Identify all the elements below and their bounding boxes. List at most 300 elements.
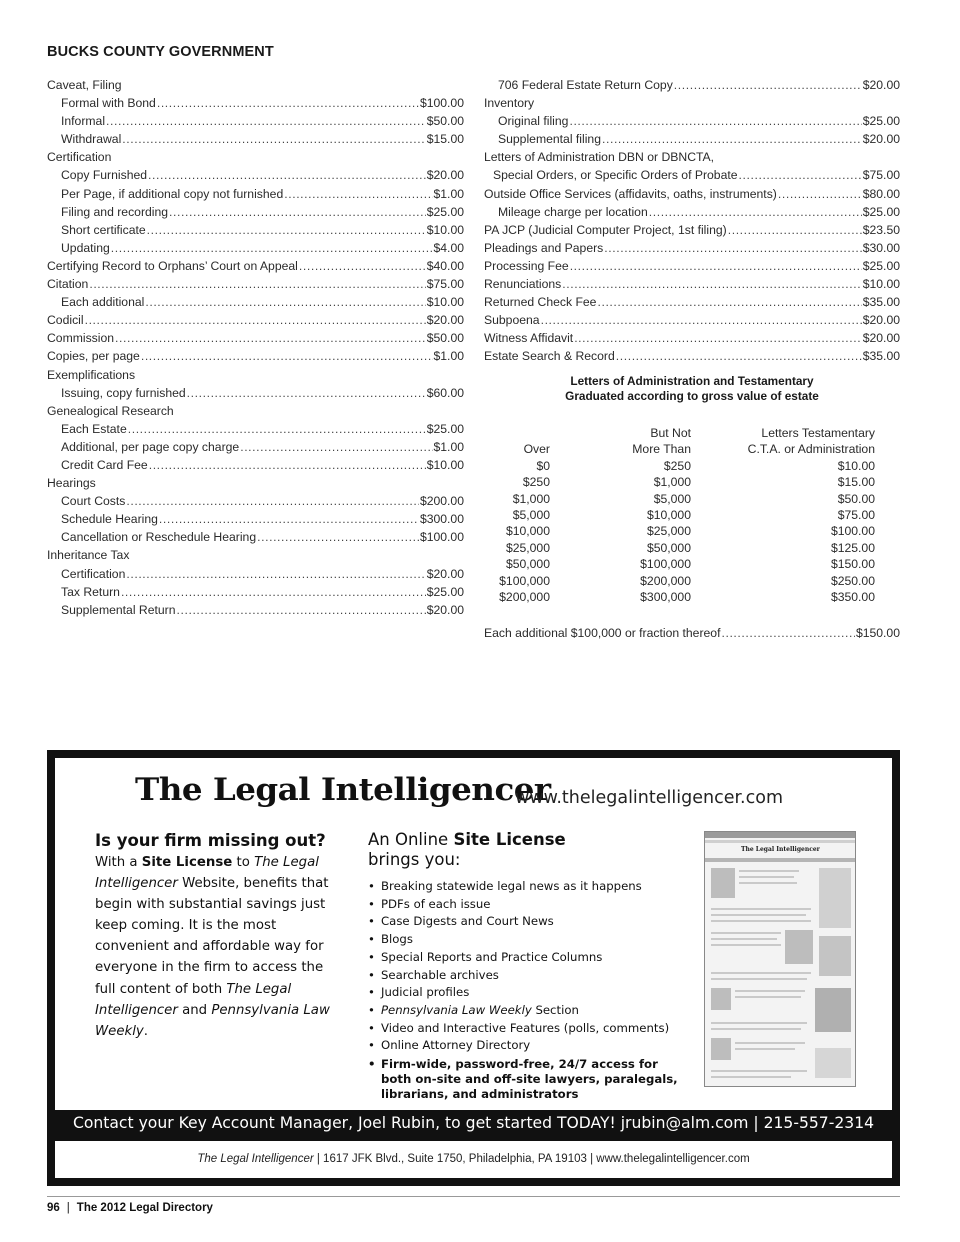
lead-text-italic: The Legal Intelligencer <box>95 855 319 892</box>
leader-dots <box>169 203 426 221</box>
footer-separator: | <box>66 1202 70 1214</box>
thumbnail-text-line <box>711 944 781 946</box>
benefit-item: • Firm-wide, password-free, 24/7 access for both on-site and off-site lawyers, paralegals, librarians, and administrators <box>368 1057 688 1103</box>
ad-lead-title: Is your firm missing out? <box>95 831 326 850</box>
fee-row <box>47 565 464 583</box>
fee-row <box>47 221 464 239</box>
fee-category-heading <box>47 474 464 492</box>
benefit-item: • Online Attorney Directory <box>368 1037 688 1055</box>
graduated-rows <box>484 458 900 606</box>
ad-lead-body <box>95 852 345 1042</box>
fee-price: $10.00 <box>862 277 900 292</box>
benefit-italic: Pennsylvania Law Weekly <box>381 1002 532 1017</box>
leader-dots <box>85 311 426 329</box>
leader-dots <box>128 420 426 438</box>
benefit-item: • Video and Interactive Features (polls, comments) <box>368 1020 688 1038</box>
fee-name: Subpoena <box>484 313 540 328</box>
fee-row <box>484 275 900 293</box>
benefit-item: • Case Digests and Court News <box>368 913 688 931</box>
fee-name: Witness Affidavit <box>484 331 574 346</box>
graduated-cell: $250 <box>522 475 550 490</box>
leader-dots <box>284 185 432 203</box>
fee-row <box>47 311 464 329</box>
browser-bar <box>705 832 855 838</box>
fee-price: $60.00 <box>426 385 464 400</box>
leader-dots <box>604 239 861 257</box>
fee-row <box>484 221 900 239</box>
fee-name: Formal with Bond <box>61 96 156 111</box>
leader-dots <box>597 293 861 311</box>
thumbnail-text-line <box>711 920 811 922</box>
fee-price: $1.00 <box>433 349 464 364</box>
fee-name: Renunciations <box>484 277 562 292</box>
fee-row <box>484 203 900 221</box>
ad-benefits-title <box>368 830 688 870</box>
graduated-title-line2: Graduated according to gross value of estate <box>565 389 819 403</box>
fee-row <box>484 347 900 365</box>
fee-price: $20.00 <box>862 78 900 92</box>
fee-name: Mileage charge per location <box>498 204 648 219</box>
graduated-cell: $250.00 <box>830 573 875 588</box>
lead-text-italic: The Legal Intelligencer <box>95 981 292 1018</box>
fee-row <box>47 257 464 275</box>
fee-price: $35.00 <box>862 295 900 310</box>
fee-row <box>47 528 464 546</box>
graduated-cell: $15.00 <box>837 475 875 490</box>
fee-category-heading <box>47 148 464 166</box>
leader-dots <box>569 112 861 130</box>
leader-dots <box>177 601 426 619</box>
header-cell <box>484 425 550 441</box>
fee-price: $75.00 <box>426 277 464 292</box>
benefits-title-text: An Online <box>368 830 454 849</box>
footer-publication-name: The Legal Intelligencer <box>197 1153 314 1165</box>
fee-price: $100.00 <box>419 530 464 545</box>
fee-name: Pleadings and Papers <box>484 240 604 255</box>
fee-name: Citation <box>47 277 89 292</box>
header-cell: C.T.A. or Administration <box>747 442 875 457</box>
fee-row <box>484 130 900 148</box>
benefits-title-text: brings you: <box>368 850 461 869</box>
fee-price: $50.00 <box>426 114 464 129</box>
graduated-cell: $5,000 <box>512 507 550 522</box>
page-footer <box>47 1202 213 1214</box>
fee-row <box>47 384 464 402</box>
leader-dots <box>147 221 426 239</box>
graduated-cell: $350.00 <box>830 589 875 604</box>
thumbnail-text-line <box>711 978 807 980</box>
lead-text: . <box>143 1023 149 1039</box>
leader-dots <box>674 76 862 94</box>
leader-dots <box>728 221 862 239</box>
fee-name: Estate Search & Record <box>484 349 615 364</box>
fee-price: $20.00 <box>862 132 900 147</box>
fee-price: $1.00 <box>433 186 464 201</box>
thumbnail-text-line <box>711 914 806 916</box>
left-fee-list <box>47 76 464 619</box>
header-cell: More Than <box>632 442 691 457</box>
fee-name: Codicil <box>47 313 84 328</box>
fee-price: $10.00 <box>426 457 464 472</box>
fee-name: Exemplifications <box>47 367 136 382</box>
leader-dots <box>616 347 862 365</box>
graduated-table <box>484 425 900 605</box>
page-number: 96 <box>47 1202 60 1214</box>
fee-price: $20.00 <box>426 168 464 183</box>
fee-row <box>47 492 464 510</box>
fee-name: Inheritance Tax <box>47 548 130 563</box>
fee-price: $100.00 <box>419 96 464 111</box>
lead-text-bold: Site License <box>141 855 233 870</box>
fee-name: Inventory <box>484 96 535 111</box>
fee-row <box>484 293 900 311</box>
graduated-cell: $1,000 <box>512 491 550 506</box>
ad-contact-line: Contact your Key Account Manager, Joel Rubin, to get started TODAY! jrubin@alm.com | 215-557-2314 <box>72 1114 875 1132</box>
fee-category-heading <box>484 148 900 166</box>
benefit-item: • Breaking statewide legal news as it happens <box>368 878 688 896</box>
graduated-cell: $100,000 <box>499 573 550 588</box>
fee-category-heading <box>47 76 464 94</box>
graduated-cell: $50,000 <box>646 540 691 555</box>
fee-name: Special Orders, or Specific Orders of Probate <box>493 168 738 183</box>
fee-name: 706 Federal Estate Return Copy <box>498 78 673 92</box>
fee-price: $23.50 <box>862 222 900 237</box>
lead-text: Website, benefits that begin with substantial savings just keep coming. It is the most convenient and affordable way for everyone in the firm to access the full content of both <box>95 876 329 997</box>
right-fee-list <box>484 76 900 366</box>
fee-row <box>47 185 464 203</box>
fee-name: Supplemental filing <box>498 132 601 147</box>
thumbnail-text-line <box>735 996 801 998</box>
graduated-cell: $50.00 <box>837 491 875 506</box>
benefit-item: • PDFs of each issue <box>368 896 688 914</box>
leader-dots <box>149 456 426 474</box>
fee-row <box>484 76 900 94</box>
fee-row <box>47 239 464 257</box>
fee-name: Each additional $100,000 or fraction thereof <box>484 626 721 640</box>
fee-row <box>484 311 900 329</box>
graduated-row <box>484 556 900 572</box>
fee-name: Outside Office Services (affidavits, oaths, instruments) <box>484 186 777 201</box>
leader-dots <box>721 624 854 642</box>
fee-name: Processing Fee <box>484 258 569 273</box>
fee-name: Certification <box>47 150 112 165</box>
thumbnail-text-line <box>711 938 777 940</box>
thumbnail-text-line <box>711 908 811 910</box>
thumbnail-sidebar-ad <box>819 936 851 976</box>
additional-fee-row <box>484 624 900 642</box>
fee-price: $30.00 <box>862 240 900 255</box>
fee-name: Commission <box>47 331 115 346</box>
leader-dots <box>778 185 862 203</box>
thumbnail-text-line <box>711 1028 801 1030</box>
leader-dots <box>121 583 426 601</box>
website-screenshot-thumbnail <box>704 831 856 1087</box>
fee-name: Certifying Record to Orphans’ Court on Appeal <box>47 258 298 273</box>
fee-price: $300.00 <box>419 512 464 527</box>
fee-price: $15.00 <box>426 132 464 147</box>
thumbnail-photo <box>711 988 731 1010</box>
fee-price: $20.00 <box>862 313 900 328</box>
legal-intelligencer-advertisement <box>47 750 900 1186</box>
fee-row <box>47 112 464 130</box>
fee-price: $150.00 <box>855 626 900 640</box>
fee-price: $40.00 <box>426 258 464 273</box>
fee-row <box>47 94 464 112</box>
fee-price: $200.00 <box>419 494 464 509</box>
fee-row <box>47 347 464 365</box>
ad-footer-address <box>55 1141 892 1178</box>
fee-price: $25.00 <box>426 421 464 436</box>
fee-price: $25.00 <box>426 584 464 599</box>
fee-name: Supplemental Return <box>61 602 176 617</box>
fee-name: Court Costs <box>61 494 126 509</box>
lead-text: to <box>232 855 255 870</box>
leader-dots <box>574 329 862 347</box>
leader-dots <box>570 257 862 275</box>
graduated-cell: $300,000 <box>640 589 691 604</box>
leader-dots <box>240 438 432 456</box>
fee-row <box>47 275 464 293</box>
fee-price: $25.00 <box>426 204 464 219</box>
thumbnail-photo <box>785 930 813 964</box>
thumbnail-text-line <box>739 882 797 884</box>
graduated-row <box>484 507 900 523</box>
thumbnail-text-line <box>739 876 794 878</box>
graduated-cell: $250 <box>663 458 691 473</box>
fee-price: $10.00 <box>426 295 464 310</box>
fee-name: Additional, per page copy charge <box>61 439 240 454</box>
graduated-cell: $10,000 <box>505 524 550 539</box>
thumbnail-text-line <box>735 990 805 992</box>
graduated-header-top <box>484 425 900 441</box>
fee-price: $50.00 <box>426 331 464 346</box>
leader-dots <box>739 166 862 184</box>
graduated-table-title <box>484 374 900 404</box>
leader-dots <box>126 492 419 510</box>
graduated-cell: $100.00 <box>830 524 875 539</box>
graduated-cell: $200,000 <box>640 573 691 588</box>
fee-name: Copy Furnished <box>61 168 148 183</box>
header-cell: Letters Testamentary <box>761 426 875 440</box>
fee-name: Withdrawal <box>61 132 122 147</box>
fee-row <box>484 257 900 275</box>
leader-dots <box>562 275 861 293</box>
graduated-row <box>484 540 900 556</box>
fee-row <box>484 329 900 347</box>
thumbnail-text-line <box>711 1022 807 1024</box>
thumbnail-sidebar-ad <box>819 868 851 928</box>
fee-name: Issuing, copy furnished <box>61 385 186 400</box>
graduated-cell: $1,000 <box>653 475 691 490</box>
leader-dots <box>89 275 425 293</box>
benefit-item: • Searchable archives <box>368 967 688 985</box>
fee-row <box>47 166 464 184</box>
fee-name: Copies, per page <box>47 349 140 364</box>
fee-row <box>484 112 900 130</box>
leader-dots <box>541 311 862 329</box>
graduated-row <box>484 458 900 474</box>
leader-dots <box>157 94 419 112</box>
benefit-list <box>368 878 688 1103</box>
thumbnail-text-line <box>711 972 811 974</box>
leader-dots <box>257 528 419 546</box>
graduated-cell: $10.00 <box>837 458 875 473</box>
ad-lead-copy <box>95 830 345 1042</box>
browser-tabs <box>705 840 855 843</box>
fee-price: $75.00 <box>862 168 900 183</box>
thumbnail-directory-box <box>815 1048 851 1078</box>
header-cell: But Not <box>650 426 691 440</box>
fee-category-heading <box>47 366 464 384</box>
thumbnail-photo <box>711 1038 731 1060</box>
fee-name: Original filing <box>498 114 569 129</box>
fee-price: $25.00 <box>862 204 900 219</box>
fee-price: $35.00 <box>862 349 900 364</box>
graduated-cell: $25,000 <box>646 524 691 539</box>
thumbnail-text-line <box>739 870 799 872</box>
fee-row <box>47 293 464 311</box>
page-heading: BUCKS COUNTY GOVERNMENT <box>47 44 274 60</box>
ad-website-url[interactable]: www.thelegalintelligencer.com <box>515 788 783 808</box>
graduated-cell: $100,000 <box>640 557 691 572</box>
thumbnail-text-line <box>711 932 781 934</box>
benefits-title-bold: Site License <box>453 830 566 849</box>
footer-address-text: | 1617 JFK Blvd., Suite 1750, Philadelphia, PA 19103 | www.thelegalintelligencer.com <box>313 1153 750 1165</box>
leader-dots <box>602 130 862 148</box>
benefit-item: • Blogs <box>368 931 688 949</box>
graduated-cell: $0 <box>536 458 550 473</box>
graduated-cell: $5,000 <box>653 491 691 506</box>
fee-category-heading <box>47 546 464 564</box>
graduated-row <box>484 589 900 605</box>
fee-name: Credit Card Fee <box>61 457 148 472</box>
ad-content-panel <box>55 758 892 1110</box>
graduated-row <box>484 523 900 539</box>
thumbnail-text-line <box>735 1042 805 1044</box>
fee-row <box>484 239 900 257</box>
fee-price: $20.00 <box>862 331 900 346</box>
fee-price: $25.00 <box>862 114 900 129</box>
graduated-row <box>484 491 900 507</box>
leader-dots <box>159 510 419 528</box>
footer-divider <box>47 1196 900 1197</box>
fee-name: Informal <box>61 114 106 129</box>
leader-dots <box>141 347 433 365</box>
fee-name: Caveat, Filing <box>47 78 122 92</box>
fee-price: $20.00 <box>426 313 464 328</box>
graduated-row <box>484 474 900 490</box>
ad-benefits <box>368 830 688 1103</box>
graduated-title-line1: Letters of Administration and Testamentary <box>570 374 814 388</box>
leader-dots <box>126 565 425 583</box>
fee-row <box>47 203 464 221</box>
graduated-header-bottom <box>484 441 900 457</box>
fee-name: Each Estate <box>61 421 127 436</box>
fee-price: $10.00 <box>426 222 464 237</box>
fee-name: PA JCP (Judicial Computer Project, 1st filing) <box>484 222 727 237</box>
fee-name: Certification <box>61 566 126 581</box>
fee-name: Letters of Administration DBN or DBNCTA, <box>484 150 715 165</box>
fee-row <box>47 438 464 456</box>
fee-row <box>47 420 464 438</box>
fee-name: Tax Return <box>61 584 120 599</box>
fee-name: Genealogical Research <box>47 403 174 418</box>
thumbnail-sidebar-photo <box>815 988 851 1032</box>
benefit-item: • Special Reports and Practice Columns <box>368 949 688 967</box>
fee-name: Per Page, if additional copy not furnished <box>61 186 284 201</box>
thumbnail-logo: The Legal Intelligencer <box>741 846 820 853</box>
graduated-cell: $200,000 <box>499 589 550 604</box>
thumbnail-text-line <box>711 1070 807 1072</box>
leader-dots <box>145 293 425 311</box>
benefit-item <box>368 1002 688 1020</box>
fee-price: $25.00 <box>862 258 900 273</box>
fee-name: Hearings <box>47 476 96 491</box>
graduated-cell: $50,000 <box>505 557 550 572</box>
fee-row <box>484 166 900 184</box>
graduated-row <box>484 573 900 589</box>
fee-name: Schedule Hearing <box>61 512 158 527</box>
fee-name: Short certificate <box>61 222 146 237</box>
fee-name: Cancellation or Reschedule Hearing <box>61 530 257 545</box>
fee-price: $1.00 <box>433 439 464 454</box>
header-cell: Over <box>523 442 550 457</box>
fee-name: Each additional <box>61 295 145 310</box>
lead-text: With a <box>95 855 142 870</box>
lead-text: and <box>177 1002 212 1018</box>
leader-dots <box>299 257 426 275</box>
legal-intelligencer-logo: The Legal Intelligencer <box>135 772 551 808</box>
graduated-cell: $25,000 <box>505 540 550 555</box>
leader-dots <box>115 329 426 347</box>
fee-price: $20.00 <box>426 566 464 581</box>
fee-price: $20.00 <box>426 602 464 617</box>
leader-dots <box>649 203 862 221</box>
thumbnail-photo <box>711 868 735 898</box>
leader-dots <box>148 166 426 184</box>
graduated-cell: $10,000 <box>646 507 691 522</box>
fee-row <box>47 510 464 528</box>
fee-price: $4.00 <box>433 240 464 255</box>
leader-dots <box>122 130 425 148</box>
leader-dots <box>111 239 433 257</box>
fee-row <box>47 329 464 347</box>
thumbnail-nav <box>705 858 855 862</box>
fee-row <box>47 601 464 619</box>
fee-row <box>484 185 900 203</box>
fee-row <box>47 456 464 474</box>
fee-name: Updating <box>61 240 110 255</box>
lead-text-italic: Pennsylvania Law Weekly <box>95 1002 330 1039</box>
graduated-cell: $125.00 <box>830 540 875 555</box>
fee-category-heading <box>484 94 900 112</box>
fee-name: Returned Check Fee <box>484 295 597 310</box>
fee-row <box>47 130 464 148</box>
thumbnail-text-line <box>711 1076 791 1078</box>
benefit-text: Section <box>531 1002 579 1017</box>
fee-category-heading <box>47 402 464 420</box>
graduated-cell: $75.00 <box>837 507 875 522</box>
leader-dots <box>106 112 426 130</box>
thumbnail-text-line <box>735 1048 795 1050</box>
fee-row <box>47 583 464 601</box>
benefit-item: • Judicial profiles <box>368 984 688 1002</box>
fee-price: $80.00 <box>862 186 900 201</box>
fee-name: Filing and recording <box>61 204 169 219</box>
leader-dots <box>187 384 426 402</box>
publication-title: The 2012 Legal Directory <box>76 1202 213 1214</box>
graduated-cell: $150.00 <box>830 557 875 572</box>
